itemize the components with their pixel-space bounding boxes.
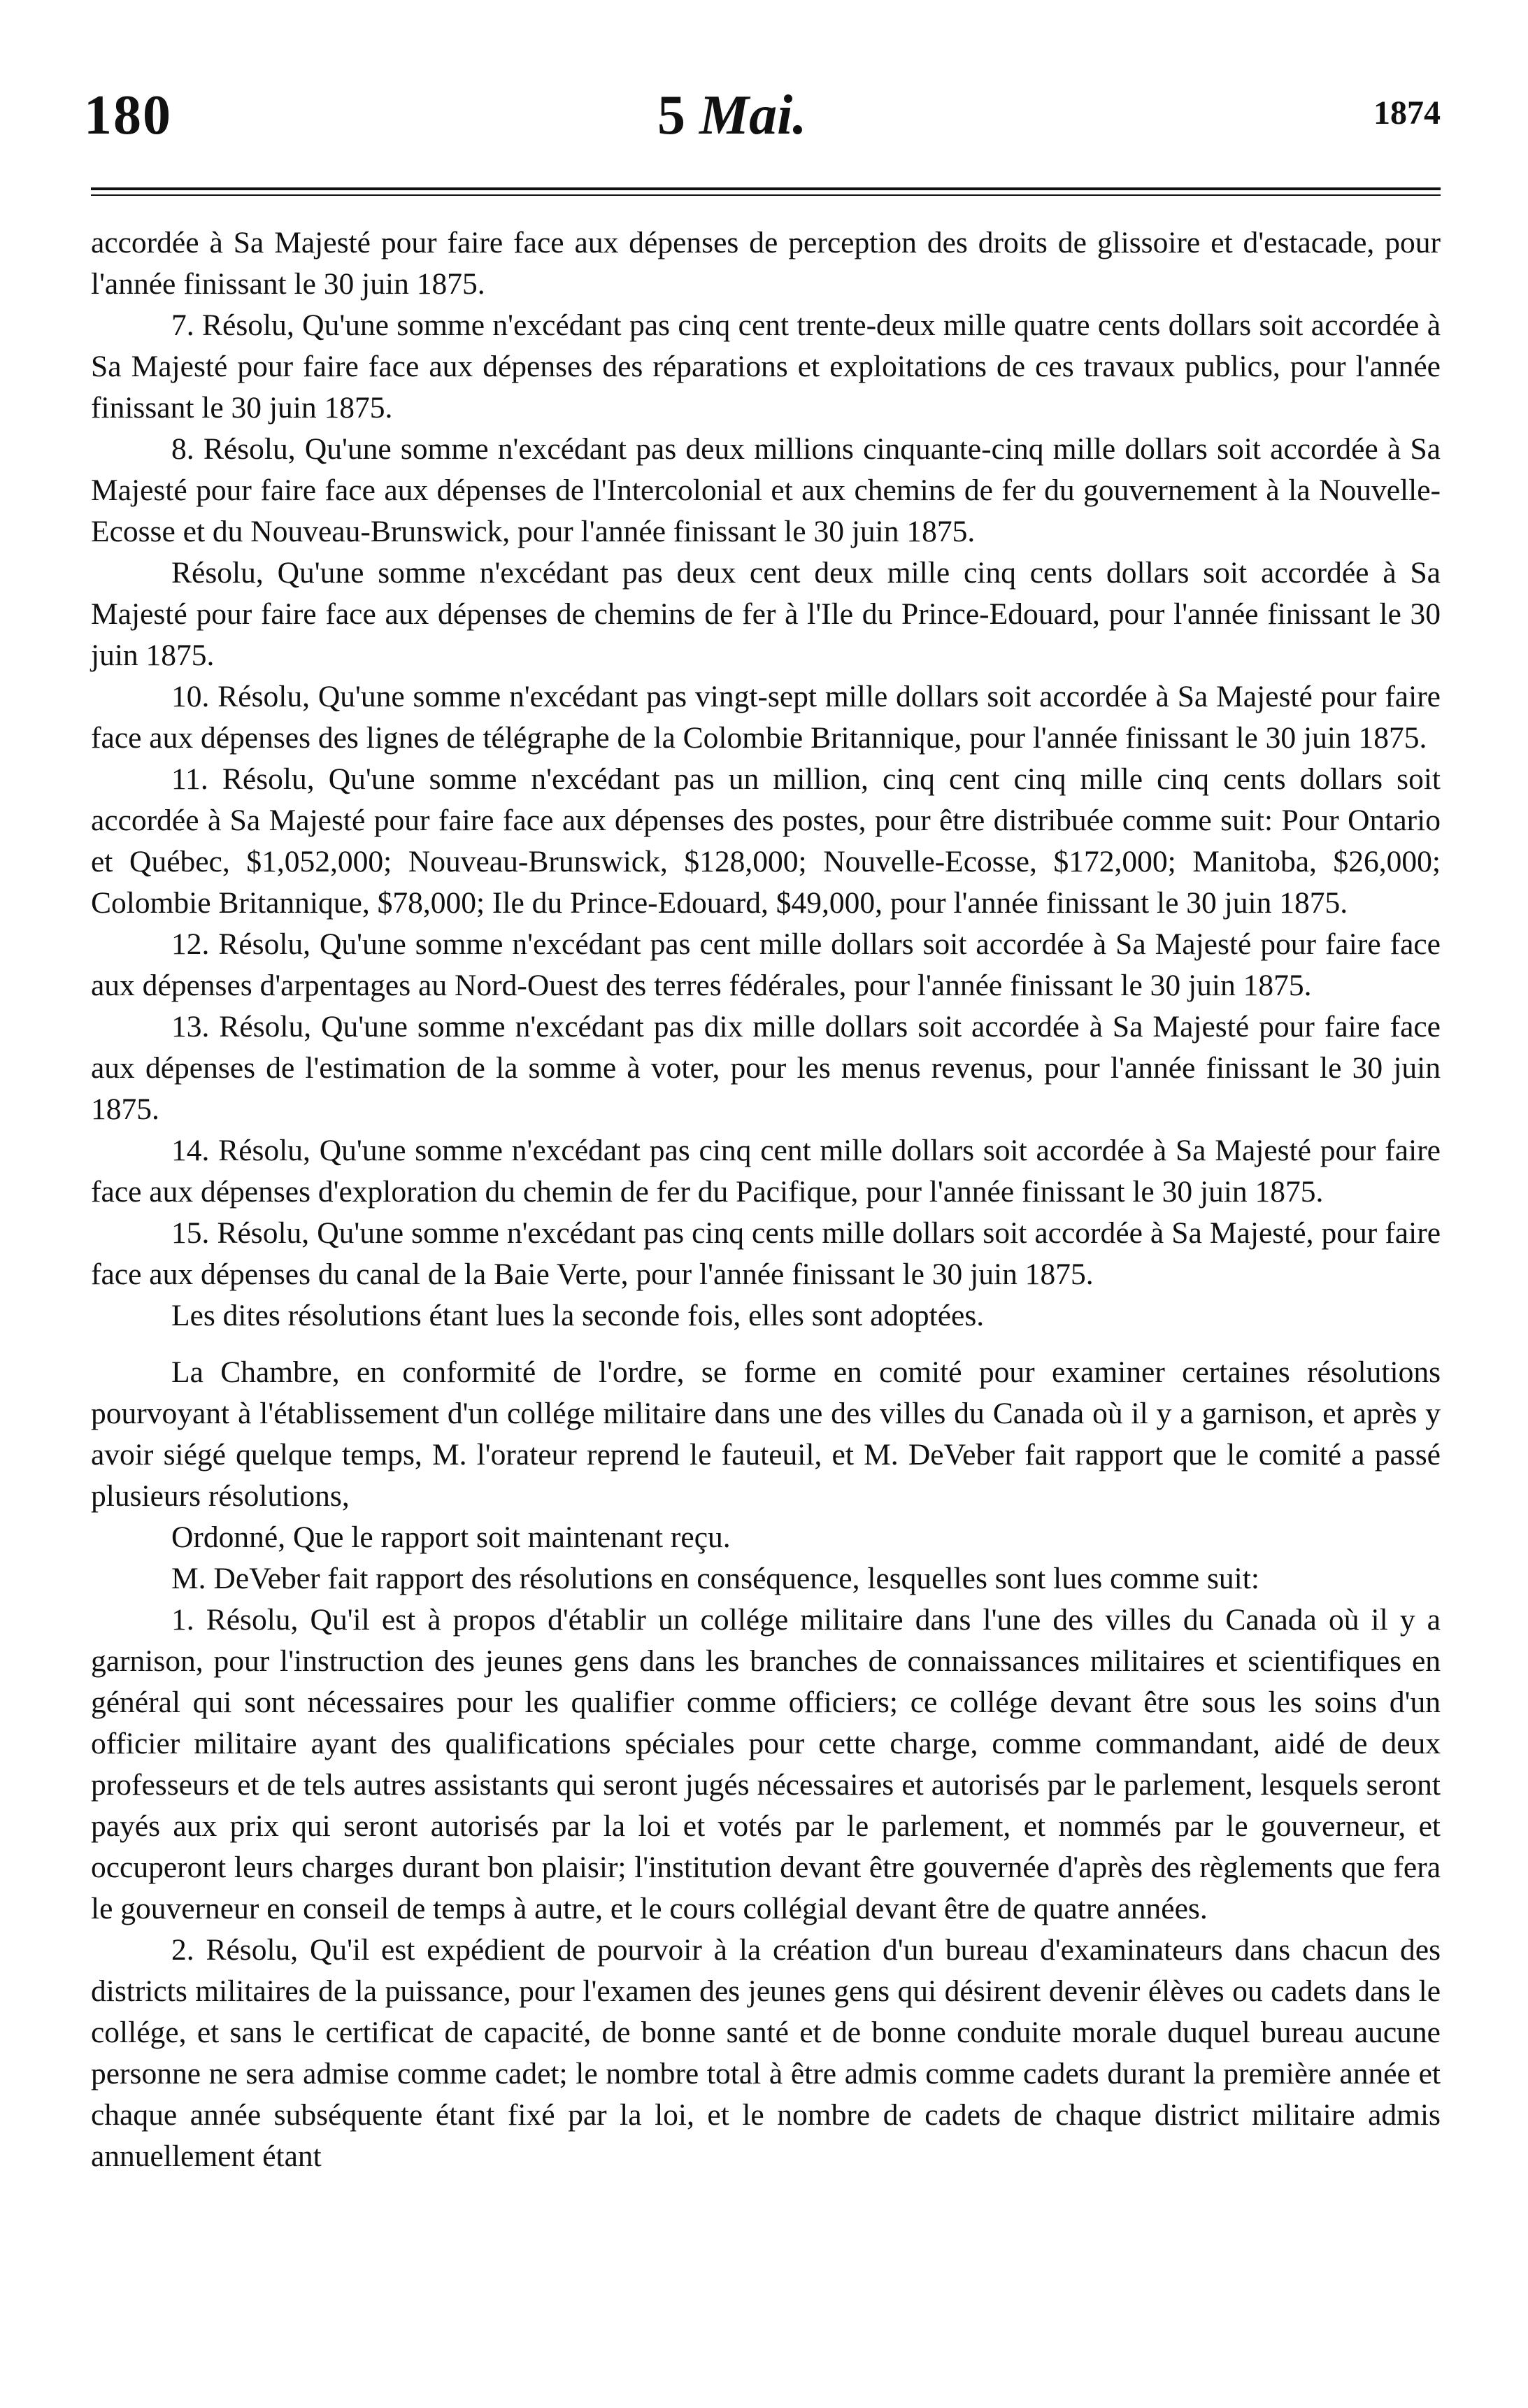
resolution-7: 7. Résolu, Qu'une somme n'excédant pas cinq cent trente-deux mille quatre cents dollars soit accordée à Sa Majesté pour faire face aux dépenses des réparations et exploitations de ces travaux publics, pour l'année finissant le 30 juin 1875. <box>91 308 1441 425</box>
header-year: 1874 <box>1373 94 1441 131</box>
resolution-14: 14. Résolu, Qu'une somme n'excédant pas cinq cent mille dollars soit accordée à Sa Majesté pour faire face aux dépenses d'exploration du chemin de fer du Pacifique, pour l'année finissant le 30 juin 1875. <box>91 1134 1441 1209</box>
committee-paragraph: La Chambre, en conformité de l'ordre, se forme en comité pour examiner certaines résolutions pourvoyant à l'établissement d'un collége militaire dans une des villes du Canada où il y a garnison, et après y avoir siégé quelque temps, M. l'orateur reprend le fauteuil, et M. DeVeber fait rapport que le comité a passé plusieurs résolutions, <box>91 1355 1441 1513</box>
page-body <box>91 222 1441 2177</box>
college-resolution-1: 1. Résolu, Qu'il est à propos d'établir un collége militaire dans l'une des villes du Canada où il y a garnison, pour l'instruction des jeunes gens dans les branches de connaissances militaires et scientifiques en général qui sont nécessaires pour les qualifier comme officiers; ce collége devant être sous les soins d'un officier militaire ayant des qualifications spéciales pour cette charge, comme commandant, aidé de deux professeurs et de tels autres assistants qui seront jugés nécessaires et autorisés par le parlement, lesquels seront payés aux prix qui seront autorisés par la loi et votés par le parlement, et nommés par le gouverneur, et occuperont leurs charges durant bon plaisir; l'institution devant être gouvernée d'après des règlements que fera le gouverneur en conseil de temps à autre, et le cours collégial devant être de quatre années. <box>91 1603 1441 1925</box>
header-rule-thin <box>91 194 1441 196</box>
resolution-12: 12. Résolu, Qu'une somme n'excédant pas cent mille dollars soit accordée à Sa Majesté pour faire face aux dépenses d'arpentages au Nord-Ouest des terres fédérales, pour l'année finissant le 30 juin 1875. <box>91 927 1441 1002</box>
report-paragraph: M. DeVeber fait rapport des résolutions en conséquence, lesquelles sont lues comme suit: <box>171 1562 1259 1595</box>
header-date <box>657 84 806 148</box>
page-header <box>84 84 1441 161</box>
resolution-10: 10. Résolu, Qu'une somme n'excédant pas vingt-sept mille dollars soit accordée à Sa Majesté pour faire face aux dépenses des lignes de télégraphe de la Colombie Britannique, pour l'année finissant le 30 juin 1875. <box>91 680 1441 755</box>
header-day: 5 <box>657 85 685 146</box>
resolution-15: 15. Résolu, Qu'une somme n'excédant pas cinq cents mille dollars soit accordée à Sa Majesté, pour faire face aux dépenses du canal de la Baie Verte, pour l'année finissant le 30 juin 1875. <box>91 1216 1441 1291</box>
resolution-11: 11. Résolu, Qu'une somme n'excédant pas un million, cinq cent cinq mille cinq cents dollars soit accordée à Sa Majesté pour faire face aux dépenses des postes, pour être distribuée comme suit: Pour Ontario et Québec, $1,052,000; Nouveau-Brunswick, $128,000; Nouvelle-Ecosse, $172,000; Manitoba, $26,000; Colombie Britannique, $78,000; Ile du Prince-Edouard, $49,000, pour l'année finissant le 30 juin 1875. <box>91 762 1441 920</box>
resolution-8: 8. Résolu, Qu'une somme n'excédant pas deux millions cinquante-cinq mille dollars soit accordée à Sa Majesté pour faire face aux dépenses de l'Intercolonial et aux chemins de fer du gouvernement à la Nouvelle-Ecosse et du Nouveau-Brunswick, pour l'année finissant le 30 juin 1875. <box>91 432 1441 548</box>
header-month: Mai. <box>699 85 807 146</box>
ordered-paragraph: Ordonné, Que le rapport soit maintenant reçu. <box>171 1520 731 1554</box>
adoption-paragraph: Les dites résolutions étant lues la seconde fois, elles sont adoptées. <box>171 1299 985 1332</box>
college-resolution-2: 2. Résolu, Qu'il est expédient de pourvoir à la création d'un bureau d'examinateurs dans chacun des districts militaires de la puissance, pour l'examen des jeunes gens qui désirent devenir élèves ou cadets dans le collége, et sans le certificat de capacité, de bonne santé et de bonne conduite morale duquel bureau aucune personne ne sera admise comme cadet; le nombre total à être admis comme cadets durant la première année et chaque année subséquente étant fixé par la loi, et le nombre de cadets de chaque district militaire admis annuellement étant <box>91 1933 1441 2173</box>
paragraph-continued: accordée à Sa Majesté pour faire face aux dépenses de perception des droits de glissoire et d'estacade, pour l'année finissant le 30 juin 1875. <box>91 226 1441 301</box>
page-number: 180 <box>84 85 172 146</box>
resolution-9: Résolu, Qu'une somme n'excédant pas deux cent deux mille cinq cents dollars soit accordée à Sa Majesté pour faire face aux dépenses de chemins de fer à l'Ile du Prince-Edouard, pour l'année finissant le 30 juin 1875. <box>91 556 1441 672</box>
header-rule-thick <box>91 187 1441 190</box>
resolution-13: 13. Résolu, Qu'une somme n'excédant pas dix mille dollars soit accordée à Sa Majesté pour faire face aux dépenses de l'estimation de la somme à voter, pour les menus revenus, pour l'année finissant le 30 juin 1875. <box>91 1010 1441 1126</box>
page <box>84 0 1441 2408</box>
